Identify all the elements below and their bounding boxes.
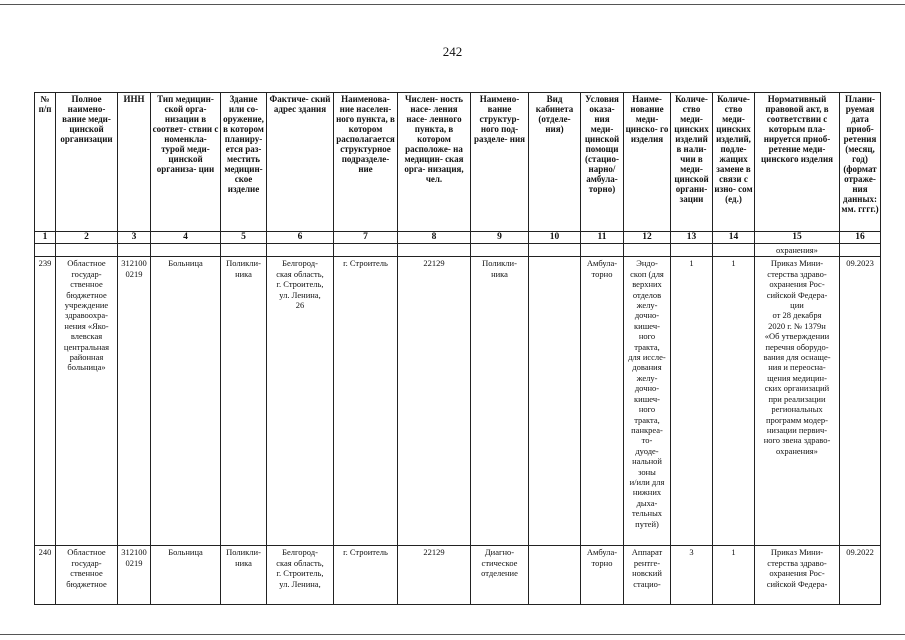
device-cell: Эндо- скоп (для верхних отделов желу- дочно- кишеч- ного тракта, для иссле- дования желу- дочно- кишеч- ного тракта, панкреа- то- дуоде- нальной зоны и/или для нижних дыха- тельных путей) — [624, 257, 671, 546]
page-number: 242 — [442, 44, 463, 59]
table-row — [35, 257, 881, 546]
column-number: 2 — [56, 232, 118, 244]
col-header-conditions: Условия оказа- ния меди- цинской помощи (стацио- нарно/ амбула- торно) — [581, 93, 624, 232]
org-type-cell: Больница — [151, 546, 221, 605]
qty-available-cell: 1 — [671, 257, 713, 546]
legal-act-cell: Приказ Мини- стерства здраво- охранения Рос- сийской Федера- ции от 28 декабря 2020 г. № 1379н «Об утверждении перечня оборудо- вания для оснаще- ния и переосна- щения медицин- ских организаций при реализации региональных программ модер- низации первич- ного звена здраво- охранения» — [755, 257, 840, 546]
col-header-building: Здание или со- оружение, в котором планиру- ется раз- местить медицин- ское изделие — [221, 93, 267, 232]
conditions-cell: Амбула- торно — [581, 257, 624, 546]
col-header-device: Наиме- нование меди- цинско- го изделия — [624, 93, 671, 232]
locality-cell: г. Строитель — [334, 546, 398, 605]
qty-replace-cell: 1 — [713, 546, 755, 605]
medical-equipment-table — [34, 92, 881, 605]
subdivision-cell: Диагно- стическое отделение — [471, 546, 529, 605]
col-header-population: Числен- ность насе- ления насе- ленного пункта, в котором расположе- на медицин- ская орга- низация, чел. — [398, 93, 471, 232]
column-number: 4 — [151, 232, 221, 244]
device-cell: Аппарат рентге- новский стацио- — [624, 546, 671, 605]
column-number: 10 — [529, 232, 581, 244]
scan-bottom-edge — [0, 634, 905, 635]
column-number: 5 — [221, 232, 267, 244]
building-cell: Поликли- ника — [221, 546, 267, 605]
col-header-subdivision: Наимено- вание структур- ного под- разделе- ния — [471, 93, 529, 232]
inn-cell: 312100 0219 — [118, 257, 151, 546]
locality-cell: г. Строитель — [334, 257, 398, 546]
legal-act-cell: Приказ Мини- стерства здраво- охранения Рос- сийской Федера- — [755, 546, 840, 605]
building-cell: Поликли- ника — [221, 257, 267, 546]
row-number: 240 — [35, 546, 56, 605]
col-header-legal-act: Нормативный правовой акт, в соответствии с которым пла- нируется приоб- ретение меди- цинского изделия — [755, 93, 840, 232]
col-header-purchase-date: Плани- руемая дата приоб- ретения (месяц, год) (формат отраже- ния данных: мм. гггг.) — [840, 93, 881, 232]
column-number: 1 — [35, 232, 56, 244]
header-row — [35, 93, 881, 232]
qty-available-cell: 3 — [671, 546, 713, 605]
address-cell: Белгород- ская область, г. Строитель, ул. Ленина, — [267, 546, 334, 605]
col-header-inn: ИНН — [118, 93, 151, 232]
column-number: 11 — [581, 232, 624, 244]
column-number: 3 — [118, 232, 151, 244]
inn-cell: 312100 0219 — [118, 546, 151, 605]
column-number: 14 — [713, 232, 755, 244]
address-cell: Белгород- ская область, г. Строитель, ул. Ленина, 26 — [267, 257, 334, 546]
column-number: 12 — [624, 232, 671, 244]
col-header-locality: Наименова- ние населен- ного пункта, в котором располагается структурное подразделе- ние — [334, 93, 398, 232]
carryover-row — [35, 244, 881, 257]
subdivision-cell: Поликли- ника — [471, 257, 529, 546]
cabinet-cell — [529, 546, 581, 605]
carryover-text: охранения» — [755, 244, 840, 257]
qty-replace-cell: 1 — [713, 257, 755, 546]
column-number: 7 — [334, 232, 398, 244]
scan-top-edge — [0, 4, 905, 5]
col-header-cabinet: Вид кабинета (отделе- ния) — [529, 93, 581, 232]
cabinet-cell — [529, 257, 581, 546]
org-type-cell: Больница — [151, 257, 221, 546]
column-number-row — [35, 232, 881, 244]
column-number: 13 — [671, 232, 713, 244]
col-header-qty-available: Количе- ство меди- цинских изделий в нали- чии в меди- цинской органи- зации — [671, 93, 713, 232]
population-cell: 22129 — [398, 257, 471, 546]
column-number: 6 — [267, 232, 334, 244]
col-header-number: № п/п — [35, 93, 56, 232]
col-header-org-type: Тип медицин- ской орга- низации в соответ- ствии с номенкла- турой меди- цинской организа- ции — [151, 93, 221, 232]
population-cell: 22129 — [398, 546, 471, 605]
column-number: 16 — [840, 232, 881, 244]
col-header-address: Фактиче- ский адрес здания — [267, 93, 334, 232]
col-header-org-name: Полное наимено- вание меди- цинской организации — [56, 93, 118, 232]
purchase-date-cell: 09.2023 — [840, 257, 881, 546]
column-number: 9 — [471, 232, 529, 244]
conditions-cell: Амбула- торно — [581, 546, 624, 605]
column-number: 8 — [398, 232, 471, 244]
row-number: 239 — [35, 257, 56, 546]
table-row — [35, 546, 881, 605]
column-number: 15 — [755, 232, 840, 244]
purchase-date-cell: 09.2022 — [840, 546, 881, 605]
org-name-cell: Областное государ- ственное бюджетное — [56, 546, 118, 605]
col-header-qty-replace: Количе- ство меди- цинских изделий, подле- жащих замене в связи с изно- сом (ед.) — [713, 93, 755, 232]
org-name-cell: Областное государ- ственное бюджетное учреждение здравоохра- нения «Яко- влевская центральная районная больница» — [56, 257, 118, 546]
